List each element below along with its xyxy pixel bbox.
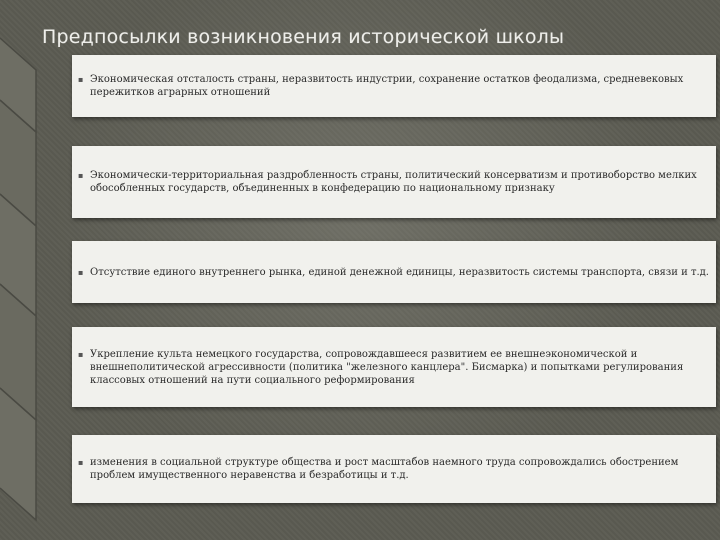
list-item — [72, 327, 716, 407]
list-item-text: ▪ Укрепление культа немецкого государства, сопровождавшееся развитием ее внешнеэкономической и внешнеполитической агрессивности (политика "железного канцлера". Бисмарка) и попытками регулирования классовых отношений на пути социального реформирования — [90, 348, 710, 387]
list-item-text: ▪ Отсутствие единого внутреннего рынка, единой денежной единицы, неразвитость системы транспорта, связи и т.д. — [90, 266, 709, 279]
list-item-text: ▪ изменения в социальной структуре общества и рост масштабов наемного труда сопровождались обострением проблем имущественного неравенства и безработицы и т.д. — [90, 456, 710, 482]
list-item-text: ▪ Экономическая отсталость страны, неразвитость индустрии, сохранение остатков феодализма, средневековых пережитков аграрных отношений — [90, 73, 710, 99]
chevron-arrow-strip — [0, 0, 80, 540]
list-item — [72, 435, 716, 503]
list-item-text: ▪ Экономически-территориальная раздробленность страны, политический консерватизм и противоборство мелких обособленных государств, объединенных в конфедерацию по национальному признаку — [90, 169, 710, 195]
list-item — [72, 146, 716, 218]
slide-title: Предпосылки возникновения исторической школы — [42, 26, 565, 48]
list-item — [72, 241, 716, 303]
list-item — [72, 55, 716, 117]
